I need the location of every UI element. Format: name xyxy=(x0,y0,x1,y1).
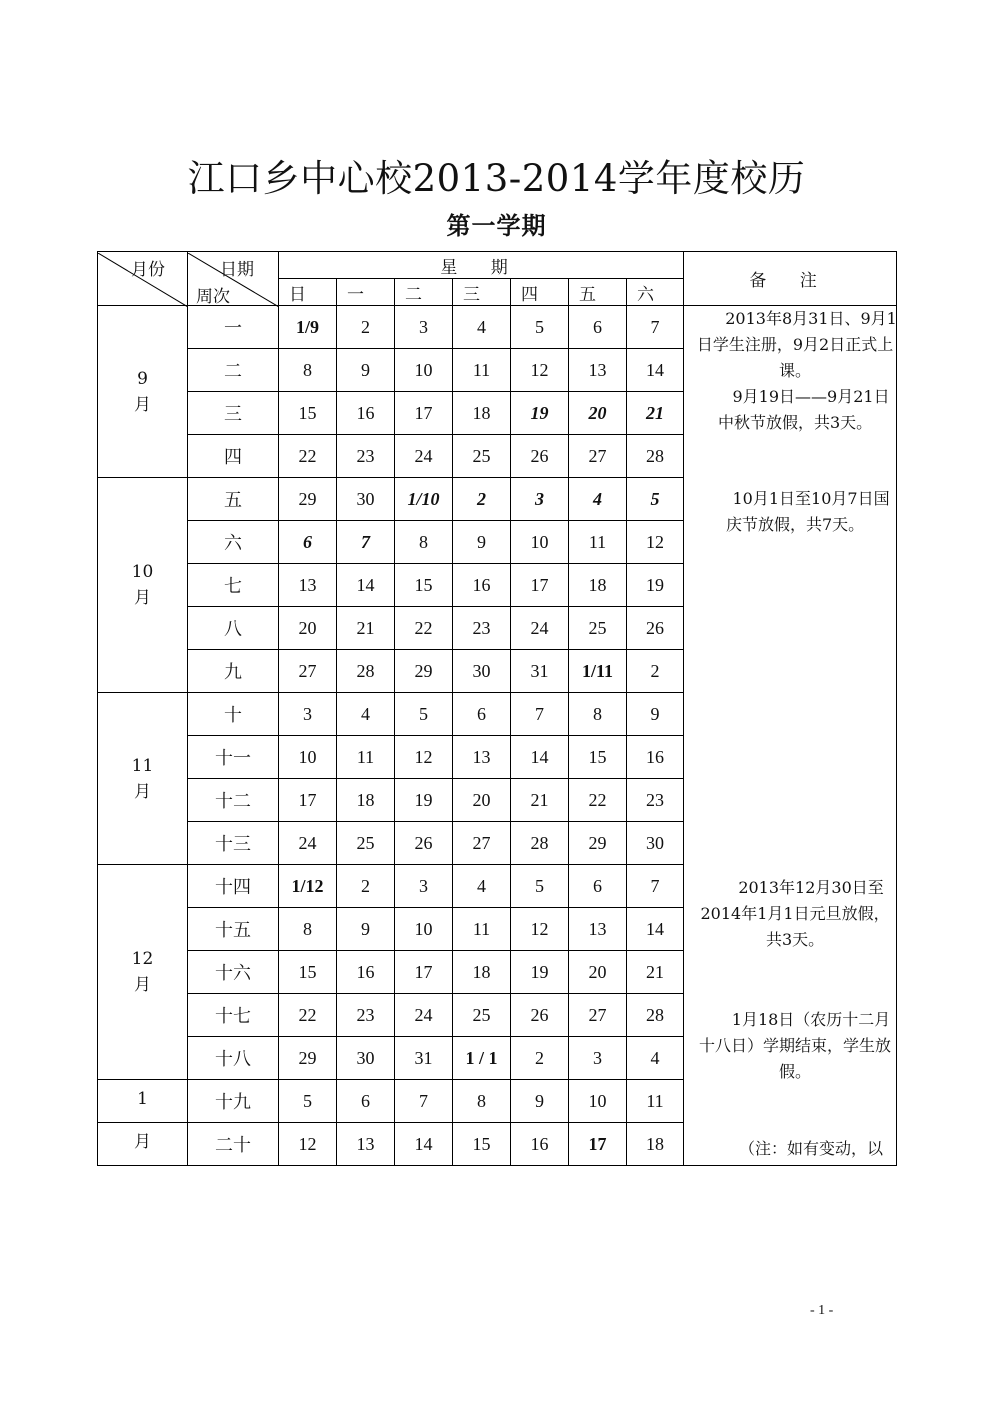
day-cell: 2 xyxy=(453,478,511,521)
week-number-cell: 八 xyxy=(188,607,279,650)
day-cell: 13 xyxy=(453,736,511,779)
day-cell: 8 xyxy=(453,1080,511,1123)
day-cell: 5 xyxy=(511,865,569,908)
day-cell: 22 xyxy=(395,607,453,650)
week-number-cell: 十九 xyxy=(188,1080,279,1123)
day-cell: 22 xyxy=(279,435,337,478)
day-cell: 27 xyxy=(569,435,627,478)
day-cell: 24 xyxy=(279,822,337,865)
day-cell: 15 xyxy=(279,392,337,435)
remarks-header: 备 注 xyxy=(684,252,897,306)
day-cell: 5 xyxy=(511,306,569,349)
month-cell: 1 xyxy=(98,1080,188,1123)
month-header-cell xyxy=(98,252,188,306)
day-cell: 20 xyxy=(569,392,627,435)
day-cell: 1 / 1 xyxy=(453,1037,511,1080)
day-cell: 9 xyxy=(453,521,511,564)
week-number-cell: 十 xyxy=(188,693,279,736)
day-cell: 8 xyxy=(279,908,337,951)
day-cell: 26 xyxy=(395,822,453,865)
weekday-header: 日 xyxy=(279,279,337,306)
weekday-header: 四 xyxy=(511,279,569,306)
day-cell: 25 xyxy=(337,822,395,865)
remarks-cell xyxy=(684,306,897,1166)
week-number-cell: 七 xyxy=(188,564,279,607)
day-cell: 19 xyxy=(511,951,569,994)
day-cell: 18 xyxy=(337,779,395,822)
week-number-cell: 十六 xyxy=(188,951,279,994)
day-cell: 1/9 xyxy=(279,306,337,349)
day-cell: 11 xyxy=(627,1080,684,1123)
day-cell: 4 xyxy=(569,478,627,521)
day-cell: 6 xyxy=(337,1080,395,1123)
day-cell: 7 xyxy=(395,1080,453,1123)
week-number-cell: 十一 xyxy=(188,736,279,779)
day-cell: 6 xyxy=(569,865,627,908)
day-cell: 8 xyxy=(569,693,627,736)
week-number-cell: 十二 xyxy=(188,779,279,822)
page-number: - 1 - xyxy=(810,1303,834,1318)
day-cell: 14 xyxy=(511,736,569,779)
week-number-cell: 十三 xyxy=(188,822,279,865)
day-cell: 16 xyxy=(511,1123,569,1166)
day-cell: 1/11 xyxy=(569,650,627,693)
day-cell: 12 xyxy=(511,349,569,392)
day-cell: 23 xyxy=(627,779,684,822)
day-cell: 13 xyxy=(569,908,627,951)
day-cell: 23 xyxy=(453,607,511,650)
day-cell: 11 xyxy=(569,521,627,564)
day-cell: 16 xyxy=(627,736,684,779)
day-cell: 18 xyxy=(569,564,627,607)
day-cell: 22 xyxy=(279,994,337,1037)
date-header-label: 日期 xyxy=(220,259,254,280)
month-cell: 12 月 xyxy=(98,865,188,1080)
day-cell: 26 xyxy=(511,435,569,478)
day-cell: 26 xyxy=(511,994,569,1037)
day-cell: 7 xyxy=(337,521,395,564)
day-cell: 10 xyxy=(395,349,453,392)
day-cell: 7 xyxy=(627,306,684,349)
day-cell: 21 xyxy=(337,607,395,650)
day-cell: 25 xyxy=(453,435,511,478)
day-cell: 20 xyxy=(453,779,511,822)
remark-registration: 2013年8月31日、9月1日学生注册，9月2日正式上课。 xyxy=(696,309,897,380)
remark-new-year: 2013年12月30日至2014年1月1日元旦放假，共3天。 xyxy=(700,878,890,949)
day-cell: 10 xyxy=(395,908,453,951)
day-cell: 4 xyxy=(453,865,511,908)
day-cell: 10 xyxy=(511,521,569,564)
remark-block xyxy=(693,486,897,538)
day-cell: 6 xyxy=(279,521,337,564)
day-cell: 5 xyxy=(279,1080,337,1123)
remark-notice: （注：如有变动，以 xyxy=(739,1139,884,1158)
day-cell: 25 xyxy=(569,607,627,650)
week-number-cell: 三 xyxy=(188,392,279,435)
day-cell: 25 xyxy=(453,994,511,1037)
weekday-header: 二 xyxy=(395,279,453,306)
day-cell: 28 xyxy=(627,435,684,478)
day-cell: 3 xyxy=(569,1037,627,1080)
day-cell: 29 xyxy=(279,478,337,521)
weekday-header: 三 xyxy=(453,279,511,306)
day-cell: 18 xyxy=(627,1123,684,1166)
day-cell: 12 xyxy=(279,1123,337,1166)
month-cell: 月 xyxy=(98,1123,188,1166)
remark-national-day: 10月1日至10月7日国庆节放假，共7天。 xyxy=(725,489,890,534)
day-cell: 31 xyxy=(395,1037,453,1080)
page-title: 江口乡中心校2013-2014学年度校历 xyxy=(187,157,806,200)
remark-block xyxy=(693,1007,897,1085)
day-cell: 11 xyxy=(337,736,395,779)
day-cell: 20 xyxy=(279,607,337,650)
day-cell: 14 xyxy=(627,349,684,392)
day-cell: 14 xyxy=(337,564,395,607)
day-cell: 4 xyxy=(453,306,511,349)
week-number-cell: 十五 xyxy=(188,908,279,951)
day-cell: 10 xyxy=(569,1080,627,1123)
week-number-cell: 十八 xyxy=(188,1037,279,1080)
day-cell: 6 xyxy=(569,306,627,349)
day-cell: 15 xyxy=(453,1123,511,1166)
day-cell: 29 xyxy=(279,1037,337,1080)
day-cell: 9 xyxy=(511,1080,569,1123)
day-cell: 11 xyxy=(453,349,511,392)
day-cell: 24 xyxy=(395,435,453,478)
day-cell: 14 xyxy=(395,1123,453,1166)
day-cell: 15 xyxy=(395,564,453,607)
day-cell: 17 xyxy=(395,392,453,435)
day-cell: 22 xyxy=(569,779,627,822)
day-cell: 13 xyxy=(337,1123,395,1166)
remark-term-end: 1月18日（农历十二月十八日）学期结束，学生放假。 xyxy=(699,1010,892,1081)
week-number-cell: 九 xyxy=(188,650,279,693)
day-cell: 28 xyxy=(337,650,395,693)
day-cell: 23 xyxy=(337,435,395,478)
day-cell: 1/12 xyxy=(279,865,337,908)
day-cell: 10 xyxy=(279,736,337,779)
day-cell: 13 xyxy=(279,564,337,607)
day-cell: 6 xyxy=(453,693,511,736)
week-header-cell xyxy=(188,252,279,306)
day-cell: 14 xyxy=(627,908,684,951)
day-cell: 2 xyxy=(627,650,684,693)
day-cell: 24 xyxy=(511,607,569,650)
day-cell: 24 xyxy=(395,994,453,1037)
semester-title: 第一学期 xyxy=(446,211,547,240)
day-cell: 21 xyxy=(627,951,684,994)
day-cell: 30 xyxy=(337,1037,395,1080)
week-number-cell: 二 xyxy=(188,349,279,392)
week-header-label: 周次 xyxy=(196,286,230,307)
day-cell: 15 xyxy=(279,951,337,994)
week-number-cell: 五 xyxy=(188,478,279,521)
day-cell: 3 xyxy=(511,478,569,521)
week-number-cell: 十四 xyxy=(188,865,279,908)
day-cell: 19 xyxy=(627,564,684,607)
day-cell: 5 xyxy=(395,693,453,736)
day-cell: 4 xyxy=(337,693,395,736)
day-cell: 4 xyxy=(627,1037,684,1080)
remark-block xyxy=(693,306,897,436)
weekday-header: 六 xyxy=(627,279,684,306)
week-number-cell: 二十 xyxy=(188,1123,279,1166)
day-cell: 13 xyxy=(569,349,627,392)
table-row xyxy=(98,306,897,349)
day-cell: 27 xyxy=(279,650,337,693)
day-cell: 18 xyxy=(453,951,511,994)
day-cell: 1/10 xyxy=(395,478,453,521)
day-cell: 8 xyxy=(395,521,453,564)
week-number-cell: 六 xyxy=(188,521,279,564)
day-cell: 17 xyxy=(279,779,337,822)
month-cell: 10 月 xyxy=(98,478,188,693)
week-number-cell: 十七 xyxy=(188,994,279,1037)
day-cell: 29 xyxy=(395,650,453,693)
remark-block xyxy=(693,875,897,953)
weekday-header: 一 xyxy=(337,279,395,306)
weekday-header: 五 xyxy=(569,279,627,306)
day-cell: 2 xyxy=(511,1037,569,1080)
month-cell: 11 月 xyxy=(98,693,188,865)
day-cell: 19 xyxy=(395,779,453,822)
day-cell: 8 xyxy=(279,349,337,392)
remark-mid-autumn: 9月19日——9月21日中秋节放假，共3天。 xyxy=(717,387,890,432)
day-cell: 7 xyxy=(511,693,569,736)
day-cell: 3 xyxy=(395,306,453,349)
day-cell: 12 xyxy=(627,521,684,564)
day-cell: 16 xyxy=(337,951,395,994)
day-cell: 17 xyxy=(395,951,453,994)
day-cell: 3 xyxy=(395,865,453,908)
month-cell: 9 月 xyxy=(98,306,188,478)
month-header-label: 月份 xyxy=(131,259,165,280)
day-cell: 21 xyxy=(627,392,684,435)
day-cell: 9 xyxy=(337,349,395,392)
day-cell: 28 xyxy=(627,994,684,1037)
day-cell: 30 xyxy=(337,478,395,521)
week-number-cell: 一 xyxy=(188,306,279,349)
day-cell: 17 xyxy=(511,564,569,607)
day-cell: 30 xyxy=(627,822,684,865)
day-cell: 18 xyxy=(453,392,511,435)
day-cell: 30 xyxy=(453,650,511,693)
day-cell: 16 xyxy=(337,392,395,435)
day-cell: 31 xyxy=(511,650,569,693)
day-cell: 23 xyxy=(337,994,395,1037)
day-cell: 9 xyxy=(337,908,395,951)
day-cell: 12 xyxy=(395,736,453,779)
day-cell: 29 xyxy=(569,822,627,865)
day-cell: 2 xyxy=(337,865,395,908)
day-cell: 27 xyxy=(453,822,511,865)
day-cell: 15 xyxy=(569,736,627,779)
day-cell: 7 xyxy=(627,865,684,908)
week-number-cell: 四 xyxy=(188,435,279,478)
xingqi-header: 星 期 xyxy=(279,252,684,279)
school-calendar-table xyxy=(97,251,897,1166)
day-cell: 19 xyxy=(511,392,569,435)
day-cell: 21 xyxy=(511,779,569,822)
remark-block xyxy=(693,1136,897,1162)
day-cell: 9 xyxy=(627,693,684,736)
day-cell: 28 xyxy=(511,822,569,865)
day-cell: 3 xyxy=(279,693,337,736)
day-cell: 17 xyxy=(569,1123,627,1166)
day-cell: 11 xyxy=(453,908,511,951)
day-cell: 5 xyxy=(627,478,684,521)
day-cell: 12 xyxy=(511,908,569,951)
day-cell: 16 xyxy=(453,564,511,607)
day-cell: 20 xyxy=(569,951,627,994)
day-cell: 26 xyxy=(627,607,684,650)
day-cell: 27 xyxy=(569,994,627,1037)
day-cell: 2 xyxy=(337,306,395,349)
